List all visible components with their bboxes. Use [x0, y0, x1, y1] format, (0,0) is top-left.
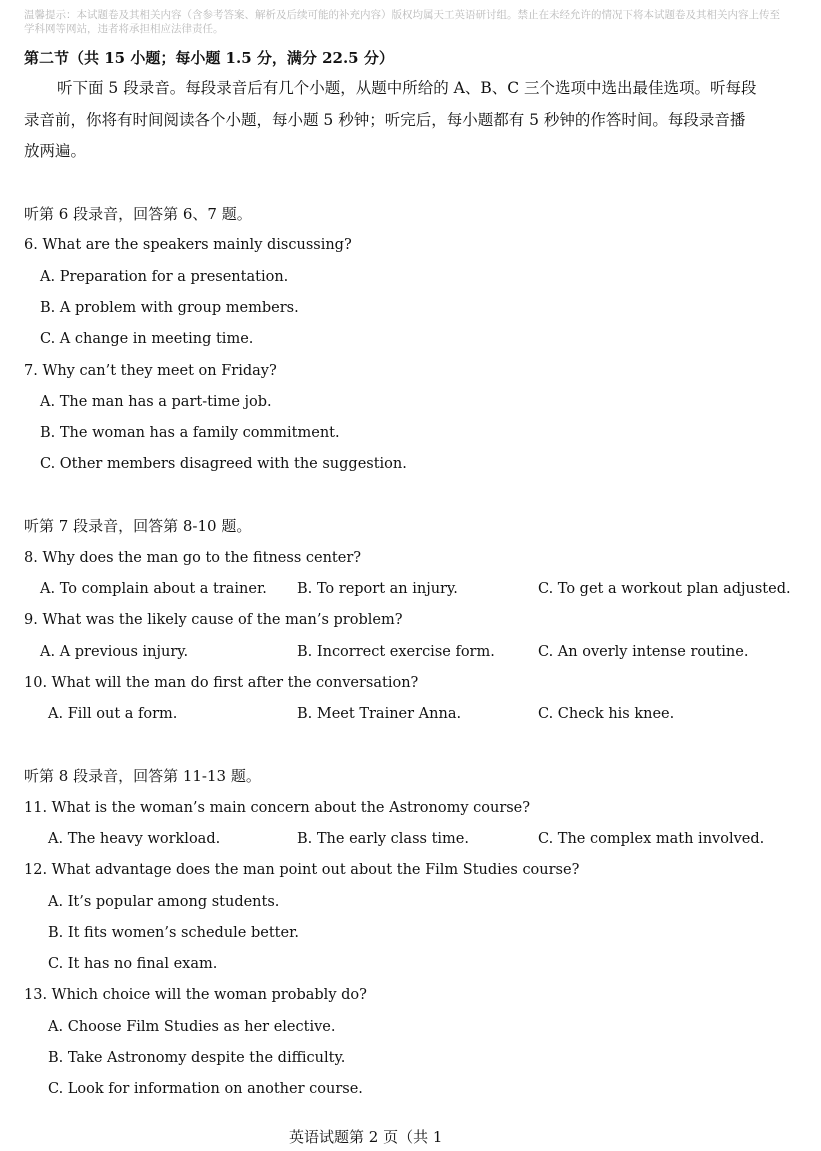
question-8-stem: 8. Why does the man go to the fitness center? — [24, 550, 362, 566]
question-6-option-a: A. Preparation for a presentation. — [40, 269, 289, 285]
question-9-stem: 9. What was the likely cause of the man’s problem? — [24, 612, 403, 628]
question-13-option-a: A. Choose Film Studies as her elective. — [48, 1019, 336, 1035]
question-9-option-a: A. A previous injury. — [40, 644, 189, 660]
question-12-stem: 12. What advantage does the man point out about the Film Studies course? — [24, 862, 580, 878]
question-13-option-c: C. Look for information on another course. — [48, 1081, 363, 1097]
question-11-stem: 11. What is the woman’s main concern about the Astronomy course? — [24, 800, 531, 816]
question-7-option-c: C. Other members disagreed with the suggestion. — [40, 456, 407, 472]
question-12-option-c: C. It has no final exam. — [48, 956, 218, 972]
question-8-option-a: A. To complain about a trainer. — [40, 581, 267, 597]
question-13-option-b: B. Take Astronomy despite the difficulty. — [48, 1050, 346, 1066]
instructions-line-2: 录音前，你将有时间阅读各个小题，每小题 5 秒钟；听完后，每小题都有 5 秒钟的作答时间。每段录音播 — [24, 111, 746, 129]
question-7-stem: 7. Why can’t they meet on Friday? — [24, 363, 277, 379]
instructions-line-3: 放两遍。 — [24, 142, 87, 160]
question-10-option-c: C. Check his knee. — [538, 706, 675, 722]
question-6-option-c: C. A change in meeting time. — [40, 331, 254, 347]
page-footer: 英语试题第 2 页（共 1 — [289, 1128, 443, 1146]
segment-6-title: 听第 6 段录音，回答第 6、7 题。 — [24, 205, 252, 223]
question-12-option-b: B. It fits women’s schedule better. — [48, 925, 300, 941]
section-title: 第二节（共 15 小题；每小题 1.5 分，满分 22.5 分） — [24, 49, 394, 67]
instructions-line-1: 听下面 5 段录音。每段录音后有几个小题，从题中所给的 A、B、C 三个选项中选出最佳选项。听每段 — [57, 79, 757, 97]
question-9-option-c: C. An overly intense routine. — [538, 644, 749, 660]
segment-8-title: 听第 8 段录音，回答第 11-13 题。 — [24, 767, 261, 785]
question-7-option-a: A. The man has a part-time job. — [40, 394, 272, 410]
question-10-option-b: B. Meet Trainer Anna. — [297, 706, 462, 722]
question-12-option-a: A. It’s popular among students. — [48, 894, 280, 910]
question-6-option-b: B. A problem with group members. — [40, 300, 299, 316]
question-6-stem: 6. What are the speakers mainly discussing? — [24, 237, 352, 253]
question-11-option-a: A. The heavy workload. — [48, 831, 221, 847]
segment-7-title: 听第 7 段录音，回答第 8-10 题。 — [24, 517, 252, 535]
question-10-stem: 10. What will the man do first after the conversation? — [24, 675, 419, 691]
copyright-notice: 温馨提示：本试题卷及其相关内容（含参考答案、解析及后续可能的补充内容）版权均属天工英语研讨组。禁止在未经允许的情况下将本试题卷及其相关内容上传至学科网等网站，违者将承担相应法律责任。 — [24, 9, 780, 35]
question-13-stem: 13. Which choice will the woman probably do? — [24, 987, 367, 1003]
question-10-option-a: A. Fill out a form. — [48, 706, 178, 722]
question-8-option-c: C. To get a workout plan adjusted. — [538, 581, 791, 597]
question-11-option-b: B. The early class time. — [297, 831, 469, 847]
question-11-option-c: C. The complex math involved. — [538, 831, 765, 847]
question-9-option-b: B. Incorrect exercise form. — [297, 644, 495, 660]
question-7-option-b: B. The woman has a family commitment. — [40, 425, 340, 441]
question-8-option-b: B. To report an injury. — [297, 581, 458, 597]
